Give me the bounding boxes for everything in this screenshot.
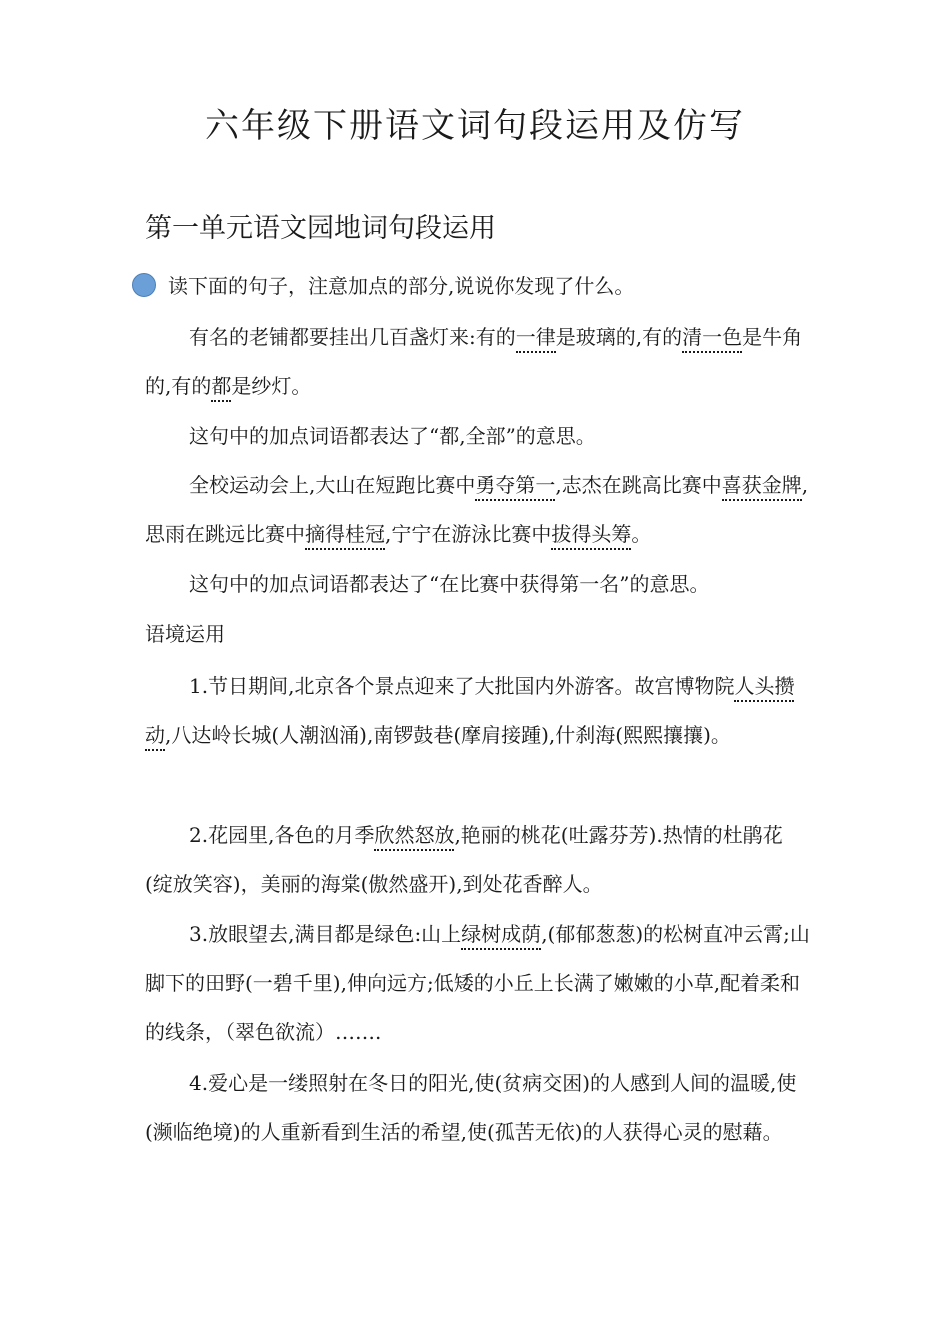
dotted-word: 一律: [516, 325, 556, 353]
exercise-4: 4.爱心是一缕照射在冬日的阳光,使(贫病交困)的人感到人间的温暖,使(濒临绝境)的人重新看到生活的希望,使(孤苦无依)的人获得心灵的慰藉。: [145, 1071, 797, 1144]
text-run: 全校运动会上,大山在短跑比赛中: [189, 473, 476, 497]
section-heading: 第一单元语文园地词句段运用: [145, 213, 496, 244]
exercise-3: [145, 910, 810, 1057]
text-run: ,艳丽的桃花(吐露芬芳).热情的杜鹃花(绽放笑容)，美丽的海棠(傲然盛开),到处花香醉人。: [145, 823, 783, 896]
text-run: 1.节日期间,北京各个景点迎来了大批国内外游客。故宫博物院: [189, 674, 735, 698]
text-run: ,思雨在跳远比赛中: [145, 473, 809, 546]
subsection-label: 语境运用: [145, 622, 225, 646]
dotted-word: 绿树成荫: [461, 922, 541, 950]
exercise-1: [145, 662, 810, 760]
text-run: ,宁宁在游泳比赛中: [385, 522, 552, 546]
text-run: 有名的老铺都要挂出几百盏灯来:有的: [189, 325, 516, 349]
bullet-circle-icon: [132, 273, 156, 297]
dotted-word: 清一色: [682, 325, 742, 353]
text-run: 是牛角的,有的: [145, 325, 803, 398]
dotted-word: 喜获金牌: [722, 473, 802, 501]
dotted-word: 欣然怒放: [374, 823, 454, 851]
document-title: 六年级下册语文词句段运用及仿写: [205, 106, 745, 146]
text-run: 。: [631, 522, 652, 546]
dotted-word: 勇夺第一: [475, 473, 555, 501]
exercise-2: [145, 811, 810, 909]
text-run: 2.花园里,各色的月季: [189, 823, 375, 847]
text-run: ,八达岭长城(人潮汹涌),南锣鼓巷(摩肩接踵),什刹海(熙熙攘攘)。: [165, 723, 731, 747]
text-run: 是玻璃的,有的: [555, 325, 683, 349]
text-run: 是纱灯。: [231, 374, 312, 398]
example-sentence-1: [145, 313, 810, 411]
explanation-2: 这句中的加点词语都表达了“在比赛中获得第一名”的意思。: [189, 572, 710, 596]
dotted-word: 都: [211, 374, 231, 402]
dotted-word: 摘得桂冠: [305, 522, 385, 550]
example-sentence-2: [145, 461, 810, 559]
text-run: ,(郁郁葱葱)的松树直冲云霄;山脚下的田野(一碧千里),伸向远方;低矮的小丘上长满了嫩嫩的小草,配着柔和的线条，（翠色欲流）…….: [145, 922, 810, 1044]
instruction-text: 读下面的句子，注意加点的部分,说说你发现了什么。: [168, 274, 635, 298]
text-run: 3.放眼望去,满目都是绿色:山上: [189, 922, 462, 946]
instruction-line: [132, 270, 634, 299]
dotted-word: 拔得头筹: [551, 522, 631, 550]
text-run: ,志杰在跳高比赛中: [555, 473, 722, 497]
dotted-word: 人头攒动: [145, 674, 794, 751]
explanation-1: 这句中的加点词语都表达了“都,全部”的意思。: [189, 424, 596, 448]
